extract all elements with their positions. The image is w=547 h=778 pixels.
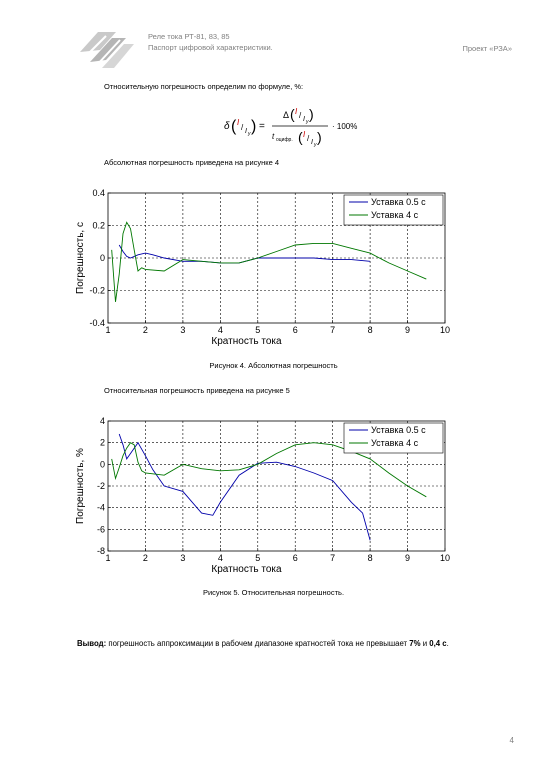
x-tick-label: 8 [367,553,373,563]
svg-text:у: у [314,142,317,147]
svg-text:(: ( [290,106,295,122]
x-tick-label: 6 [292,325,298,335]
y-tick-label: 4 [99,416,105,426]
absolute-error-intro: Абсолютная погрешность приведена на рисунке 4 [104,158,280,167]
relative-error-formula [222,105,372,147]
x-tick-label: 3 [180,553,186,563]
x-tick-label: 1 [105,325,111,335]
x-tick-label: 2 [142,553,148,563]
svg-text:): ) [251,118,257,135]
x-tick-label: 10 [439,325,451,335]
relative-error-chart-svg [60,408,460,583]
relative-error-fig-intro: Относительная погрешность приведена на рисунке 5 [104,386,290,395]
svg-text:/: / [299,111,302,120]
series-line-2 [112,222,427,302]
svg-text:/: / [241,123,244,132]
y-tick-label: -2 [96,481,105,491]
relative-error-chart [60,408,460,583]
conclusion-value-percent: 7% [409,639,421,648]
y-tick-label: -6 [96,524,105,535]
formula-i: I [237,118,240,127]
svg-text:): ) [317,129,322,145]
svg-text:): ) [309,106,314,122]
legend-label-1: Уставка 0.5 с [371,425,426,435]
absolute-error-chart [60,180,460,355]
y-tick-label: -0.4 [89,318,105,328]
legend-label-2: Уставка 4 с [371,438,419,448]
svg-text:I: I [295,107,298,116]
conclusion-value-seconds: 0,4 с [429,639,447,648]
x-tick-label: 10 [439,553,451,563]
x-tick-label: 3 [180,325,186,335]
x-tick-label: 9 [405,325,411,335]
figure5-caption: Рисунок 5. Относительная погрешность. [202,588,345,597]
svg-text:у: у [306,119,309,125]
header-doc-subtitle: Паспорт цифровой характеристики. [148,43,273,52]
x-tick-label: 5 [255,325,261,335]
page-number: 4 [509,736,514,745]
x-tick-label: 6 [292,553,298,563]
figure4-caption: Рисунок 4. Абсолютная погрешность [209,361,338,370]
formula-t-sub: оцифр. [276,137,293,143]
conclusion-text: погрешность аппроксимации в рабочем диапазоне кратностей тока не превышает [106,639,410,648]
y-tick-label: 0 [99,459,105,470]
svg-text:I: I [303,116,305,123]
x-tick-label: 4 [217,553,223,563]
x-tick-label: 5 [255,553,261,563]
x-tick-label: 8 [367,325,373,335]
formula-t: t [272,132,275,141]
x-tick-label: 9 [405,553,411,563]
y-axis-label: Погрешность, % [75,448,86,524]
formula-delta: δ [224,121,230,132]
legend-label-2: Уставка 4 с [371,210,419,220]
y-tick-label: -0.2 [89,285,105,296]
y-tick-label: 2 [99,437,105,448]
relative-error-intro: Относительную погрешность определим по формуле, %: [104,82,304,91]
formula-percent: · 100% [332,122,358,131]
y-tick-label: -8 [96,546,105,556]
x-tick-label: 1 [105,553,111,563]
header-doc-title: Реле тока РТ-81, 83, 85 [148,32,230,41]
absolute-error-chart-svg [60,180,460,355]
y-tick-label: 0.2 [92,220,105,231]
y-tick-label: -4 [96,502,105,513]
svg-text:(: ( [231,118,237,135]
conclusion-label: Вывод: [77,639,107,648]
x-axis-label: Кратность тока [211,336,282,347]
company-logo [76,28,138,70]
svg-text:=: = [259,121,265,132]
svg-text:/: / [307,134,310,143]
x-tick-label: 4 [217,325,223,335]
formula-num-delta: Δ [283,110,290,120]
svg-text:I: I [303,130,306,139]
y-tick-label: 0 [99,253,105,263]
conclusion-paragraph: Вывод: погрешность аппроксимации в рабочем диапазоне кратностей тока не превышает 7% и 0,4 с. [77,639,449,648]
formula-y-sub: у [248,131,251,137]
header-project: Проект «РЗА» [462,44,512,53]
y-axis-label: Погрешность, с [75,222,86,294]
x-tick-label: 7 [330,325,336,335]
x-tick-label: 2 [142,325,148,335]
x-axis-label: Кратность тока [211,564,282,575]
legend-label-1: Уставка 0.5 с [371,197,426,207]
formula-iy: I [245,128,247,135]
x-tick-label: 7 [330,553,336,563]
y-tick-label: 0.4 [92,188,105,198]
svg-text:I: I [311,139,313,146]
svg-text:(: ( [298,129,303,145]
